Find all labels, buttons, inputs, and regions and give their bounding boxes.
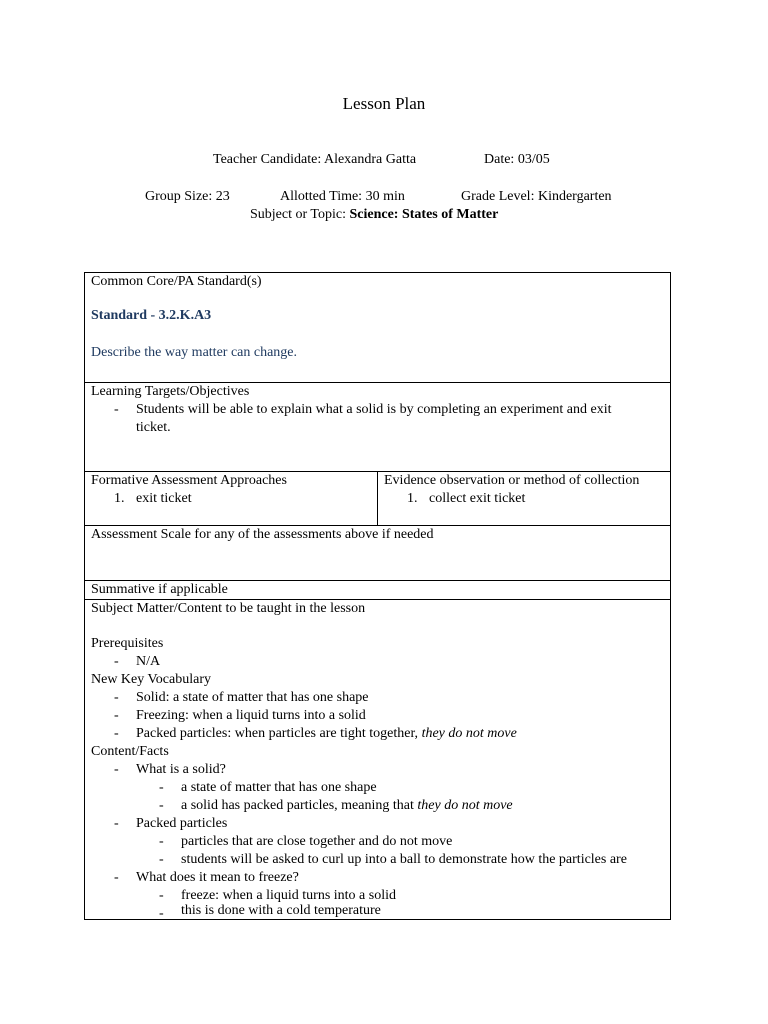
freeze-definition: freeze: when a liquid turns into a solid <box>181 888 396 903</box>
standards-heading: Common Core/PA Standard(s) <box>91 274 262 289</box>
assessment-scale-section <box>85 526 670 581</box>
lesson-date: Date: 03/05 <box>484 152 550 167</box>
list-dash: - <box>114 726 119 741</box>
packed-particles-activity: students will be asked to curl up into a ball to demonstrate how the particles are <box>181 852 627 867</box>
summative-heading: Summative if applicable <box>91 582 228 597</box>
vocab-packed-text: Packed particles: when particles are tight together, <box>136 726 422 741</box>
objective-line-2: ticket. <box>136 420 171 435</box>
list-dash: - <box>114 708 119 723</box>
standard-code: Standard - 3.2.K.A3 <box>91 308 212 323</box>
evidence-item: collect exit ticket <box>429 491 526 506</box>
evidence-heading: Evidence observation or method of collection <box>384 473 640 488</box>
content-section <box>85 600 670 920</box>
answer-solid-particles-emphasis: they do not move <box>417 798 513 813</box>
list-dash: - <box>114 762 119 777</box>
formative-item: exit ticket <box>136 491 192 506</box>
objective-line-1: Students will be able to explain what a solid is by completing an experiment and exit <box>136 402 612 417</box>
assessment-scale-heading: Assessment Scale for any of the assessments above if needed <box>91 527 434 542</box>
standard-description: Describe the way matter can change. <box>91 345 298 360</box>
page-title: Lesson Plan <box>342 94 426 113</box>
freeze-temperature: this is done with a cold temperature <box>181 903 381 918</box>
list-dash: - <box>159 798 164 813</box>
question-freeze: What does it mean to freeze? <box>136 870 299 885</box>
lesson-plan-table <box>84 272 671 920</box>
subject-topic <box>250 207 498 223</box>
vocab-packed-emphasis: they do not move <box>421 726 517 741</box>
objectives-heading: Learning Targets/Objectives <box>91 384 250 399</box>
prerequisites-heading: Prerequisites <box>91 636 164 651</box>
answer-solid-particles <box>181 797 513 815</box>
objectives-section <box>85 383 670 472</box>
topic-packed-particles: Packed particles <box>136 816 228 831</box>
vocab-freezing: Freezing: when a liquid turns into a solid <box>136 708 366 723</box>
packed-particles-definition: particles that are close together and do not move <box>181 834 453 849</box>
facts-heading: Content/Facts <box>91 744 169 759</box>
objective-bullet: - <box>114 402 119 417</box>
list-dash: - <box>114 870 119 885</box>
vocab-packed-particles <box>136 725 517 743</box>
list-dash: - <box>159 888 164 903</box>
list-dash: - <box>114 654 119 669</box>
column-divider <box>377 472 378 525</box>
subject-label: Subject or Topic: <box>250 207 350 222</box>
vocab-solid: Solid: a state of matter that has one shape <box>136 690 369 705</box>
list-dash: - <box>159 834 164 849</box>
summative-section <box>85 581 670 600</box>
answer-solid-shape: a state of matter that has one shape <box>181 780 377 795</box>
allotted-time: Allotted Time: 30 min <box>280 189 405 204</box>
prerequisite-item: N/A <box>136 654 161 669</box>
subject-value: Science: States of Matter <box>349 207 499 222</box>
question-solid: What is a solid? <box>136 762 226 777</box>
evidence-item-number: 1. <box>407 491 418 506</box>
answer-solid-particles-text: a solid has packed particles, meaning that <box>181 798 418 813</box>
list-dash: - <box>159 780 164 795</box>
list-dash: - <box>114 690 119 705</box>
assessment-approaches-section <box>85 472 670 526</box>
teacher-candidate: Teacher Candidate: Alexandra Gatta <box>213 152 417 167</box>
vocabulary-heading: New Key Vocabulary <box>91 672 212 687</box>
grade-level: Grade Level: Kindergarten <box>461 189 612 204</box>
formative-heading: Formative Assessment Approaches <box>91 473 287 488</box>
group-size: Group Size: 23 <box>145 189 230 204</box>
formative-item-number: 1. <box>114 491 125 506</box>
content-heading: Subject Matter/Content to be taught in the lesson <box>91 601 366 616</box>
list-dash: - <box>159 852 164 867</box>
standards-section <box>85 273 670 383</box>
list-dash: - <box>159 906 164 921</box>
list-dash: - <box>114 816 119 831</box>
